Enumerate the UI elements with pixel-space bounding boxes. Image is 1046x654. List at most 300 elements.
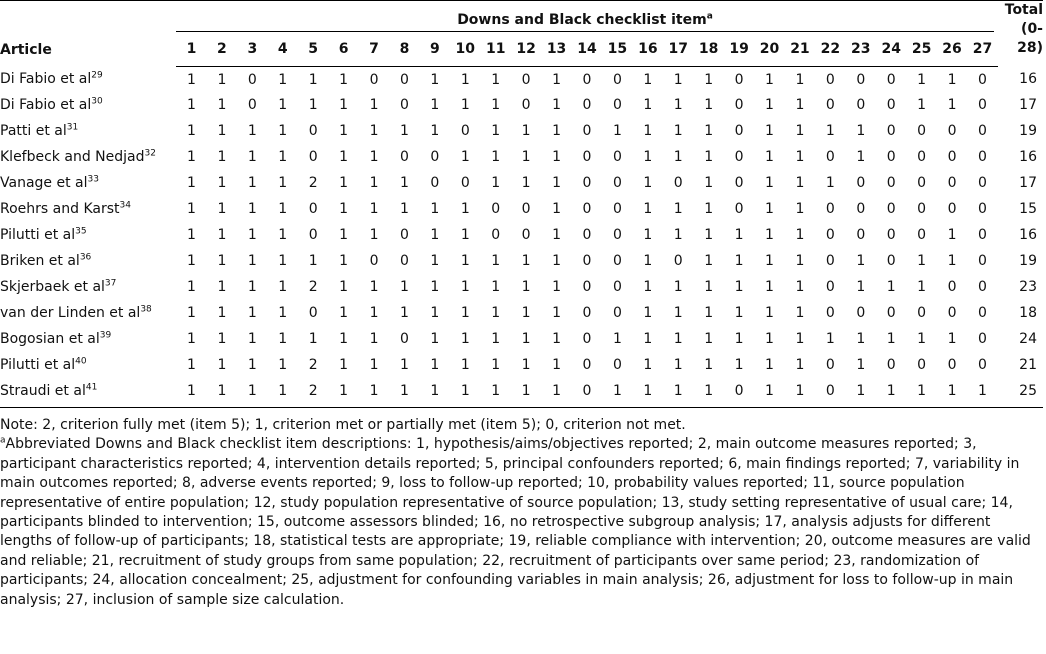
- score-cell: 1: [612, 123, 622, 139]
- score-cell: 1: [430, 201, 440, 217]
- score-cell: 1: [278, 279, 288, 295]
- item-number-header: 4: [268, 33, 298, 66]
- article-name-cell: Roehrs and Karst$^{34}$: [0, 200, 131, 217]
- score-cell: 1: [917, 253, 927, 269]
- item-number-header: 25: [906, 33, 936, 66]
- reference-superscript: 41: [85, 382, 98, 393]
- score-cell: 1: [734, 253, 744, 269]
- score-cell: 0: [582, 97, 592, 113]
- score-cell: 0: [308, 123, 318, 139]
- score-cell: 1: [247, 123, 257, 139]
- score-cell: 0: [582, 149, 592, 165]
- score-cell: 1: [643, 201, 653, 217]
- score-cell: 1: [754, 378, 784, 408]
- score-cell: 0: [825, 357, 835, 373]
- score-cell: 2: [308, 175, 318, 191]
- score-cell: 1: [856, 149, 866, 165]
- score-cell: 0: [978, 123, 987, 139]
- score-cell: 0: [582, 227, 592, 243]
- score-cell: 1: [704, 227, 714, 243]
- score-cell: 1: [643, 175, 653, 191]
- total-score-cell: 24: [1019, 331, 1037, 347]
- score-cell: 0: [825, 279, 835, 295]
- score-cell: 1: [278, 253, 288, 269]
- score-cell: 1: [521, 149, 531, 165]
- reference-superscript: 37: [104, 278, 117, 289]
- article-name-cell: Bogosian et $al^{39}$: [0, 330, 112, 347]
- score-cell: 1: [673, 279, 683, 295]
- score-cell: 1: [734, 279, 744, 295]
- total-score-cell: 16: [1019, 227, 1037, 243]
- score-cell: 1: [673, 71, 683, 88]
- score-cell: 1: [278, 97, 288, 113]
- score-cell: 1: [430, 71, 440, 88]
- total-score-cell: 17: [1019, 175, 1037, 191]
- score-cell: 1: [460, 227, 470, 243]
- score-cell: 0: [612, 253, 622, 269]
- article-name-cell: Straudi et $al^{41}$: [0, 378, 176, 408]
- table-row: [0, 326, 1043, 352]
- score-cell: 0: [886, 305, 896, 321]
- reference-superscript: 35: [75, 226, 87, 237]
- item-number-header: 22: [815, 33, 845, 66]
- reference-superscript: 39: [99, 330, 112, 341]
- total-score-cell: 23: [1019, 279, 1037, 295]
- score-cell: 1: [704, 357, 714, 373]
- score-cell: 0: [582, 201, 592, 217]
- score-cell: 1: [704, 305, 714, 321]
- score-cell: 0: [815, 378, 845, 408]
- score-cell: 1: [795, 279, 805, 295]
- score-cell: 1: [704, 175, 714, 191]
- score-cell: 1: [491, 305, 501, 321]
- score-cell: 1: [217, 149, 227, 165]
- score-cell: 1: [460, 71, 470, 88]
- score-cell: 1: [176, 378, 206, 408]
- score-cell: 1: [339, 357, 349, 373]
- score-cell: 1: [886, 279, 896, 295]
- article-name-cell: van der Linden et $al^{38}$: [0, 304, 152, 321]
- score-cell: 0: [582, 253, 592, 269]
- score-cell: 1: [247, 357, 257, 373]
- score-cell: 1: [825, 123, 835, 139]
- score-cell: 1: [785, 378, 815, 408]
- score-cell: 1: [491, 331, 501, 347]
- score-cell: 1: [552, 305, 562, 321]
- score-cell: 1: [460, 253, 470, 269]
- table-row: [0, 248, 1043, 274]
- score-cell: 1: [795, 201, 805, 217]
- score-cell: 1: [825, 175, 835, 191]
- item-number-header: 18: [693, 33, 723, 66]
- reference-superscript: 29: [91, 70, 103, 81]
- score-cell: 0: [734, 71, 744, 88]
- score-cell: 1: [217, 71, 227, 88]
- score-cell: 1: [795, 175, 805, 191]
- score-cell: 1: [247, 279, 257, 295]
- score-cell: 1: [704, 97, 714, 113]
- score-cell: 0: [491, 227, 501, 243]
- score-cell: 1: [460, 149, 470, 165]
- table-row: [0, 144, 1043, 170]
- reference-superscript: 34: [119, 200, 131, 211]
- score-cell: 0: [978, 253, 987, 269]
- score-cell: 1: [552, 331, 562, 347]
- table-row: [0, 170, 1043, 196]
- score-cell: 1: [643, 97, 653, 113]
- score-cell: 1: [917, 279, 927, 295]
- score-cell: 0: [247, 97, 257, 113]
- score-cell: 0: [612, 279, 622, 295]
- score-cell: 1: [339, 201, 349, 217]
- score-cell: 1: [491, 97, 501, 113]
- score-cell: 1: [521, 253, 531, 269]
- score-cell: 1: [765, 175, 774, 191]
- score-cell: 1: [825, 331, 835, 347]
- score-cell: 0: [856, 97, 866, 113]
- item-number-header: 2: [207, 33, 237, 66]
- score-cell: 1: [430, 123, 440, 139]
- score-cell: 1: [450, 378, 480, 408]
- item-number-header: 12: [511, 33, 541, 66]
- score-cell: 0: [886, 175, 896, 191]
- score-cell: 1: [856, 331, 866, 347]
- table-row: [0, 378, 1043, 408]
- total-column-header: Total (0-28): [1004, 2, 1043, 56]
- item-number-header: 17: [663, 33, 693, 66]
- item-number-header: 15: [602, 33, 632, 66]
- score-cell: 1: [704, 331, 714, 347]
- score-cell: 1: [704, 253, 714, 269]
- score-cell: 0: [612, 227, 622, 243]
- total-score-cell: 19: [1019, 123, 1037, 139]
- score-cell: 1: [369, 227, 379, 243]
- score-cell: 0: [308, 149, 318, 165]
- score-cell: 1: [247, 253, 257, 269]
- score-cell: 1: [765, 201, 774, 217]
- score-cell: 1: [491, 175, 501, 191]
- score-cell: 0: [886, 123, 896, 139]
- score-cell: 1: [217, 175, 227, 191]
- score-cell: 1: [278, 123, 288, 139]
- score-cell: 1: [430, 305, 440, 321]
- score-cell: 1: [643, 253, 653, 269]
- footnote-text: $^a$Abbreviated Downs and Black checklist item descriptions: 1, hypothesis/aims/objectives reported; 2, main outcome measures reported; 3, participant characteristics reported; 4, intervention details reported; 5, principal confounders reported; 6, main findings reported; 7, variability in main outcomes reported; 8, adverse events reported; 9, loss to follow-up reported; 10, probability values reported; 11, source population representative of entire population; 12, study population representative of source population; 13, study setting representative of usual care; 14, participants blinded to intervention; 15, outcome assessors blinded; 16, no retrospective subgroup analysis; 17, analysis adjusts for different lengths of follow-up of participants; 18, statistical tests are appropriate; 19, reliable compliance with intervention; 20, outcome measures are valid and reliable; 21, recruitment of study groups from same population; 22, recruitment of participants over same period; 23, randomization of participants; 24, allocation concealment; 25, adjustment for confounding variables in main analysis; 26, adjustment for loss to follow-up in main analysis; 27, inclusion of sample size calculation.: [0, 435, 1031, 608]
- score-cell: 0: [978, 175, 987, 191]
- score-cell: 0: [917, 305, 927, 321]
- article-name-cell: Patti et $al^{31}$: [0, 122, 79, 139]
- score-cell: 0: [612, 201, 622, 217]
- score-cell: 1: [460, 357, 470, 373]
- score-cell: 1: [765, 123, 774, 139]
- score-cell: 1: [187, 123, 196, 139]
- score-cell: 1: [339, 71, 349, 88]
- reference-superscript: 31: [66, 122, 79, 133]
- item-number-header: 3: [237, 33, 267, 66]
- score-cell: 1: [339, 149, 349, 165]
- score-cell: 1: [389, 378, 419, 408]
- score-cell: 1: [491, 149, 501, 165]
- score-cell: 1: [339, 279, 349, 295]
- total-score-cell: 15: [1019, 201, 1037, 217]
- table-row: [0, 196, 1043, 222]
- article-name-cell: Di Fabio et $al^{29}$: [0, 70, 103, 87]
- table-row: [0, 92, 1043, 118]
- item-number-header: 13: [541, 33, 571, 66]
- score-cell: 1: [268, 378, 298, 408]
- score-cell: 0: [825, 97, 835, 113]
- score-cell: 0: [856, 71, 866, 88]
- score-cell: 1: [947, 97, 957, 113]
- item-number-header: 6: [328, 33, 358, 66]
- score-cell: 1: [947, 227, 957, 243]
- score-cell: 1: [673, 123, 683, 139]
- score-cell: 1: [765, 357, 774, 373]
- score-cell: 1: [247, 227, 257, 243]
- score-cell: 0: [825, 253, 835, 269]
- score-cell: 1: [552, 357, 562, 373]
- score-cell: 1: [430, 331, 440, 347]
- score-cell: 0: [917, 123, 927, 139]
- score-cell: 0: [734, 201, 744, 217]
- item-number-header: 19: [724, 33, 754, 66]
- score-cell: 1: [704, 71, 714, 88]
- score-cell: 1: [308, 331, 318, 347]
- score-cell: 1: [521, 331, 531, 347]
- score-cell: 1: [217, 357, 227, 373]
- score-cell: 0: [399, 97, 409, 113]
- score-cell: 0: [978, 279, 987, 295]
- table-notes: [0, 416, 1043, 610]
- score-cell: 1: [491, 253, 501, 269]
- score-cell: 0: [886, 227, 896, 243]
- score-cell: 1: [886, 331, 896, 347]
- score-cell: 0: [947, 305, 957, 321]
- score-cell: 1: [795, 331, 805, 347]
- score-cell: 1: [552, 227, 562, 243]
- score-cell: 1: [521, 279, 531, 295]
- score-cell: 1: [187, 305, 196, 321]
- score-cell: 1: [765, 253, 774, 269]
- score-cell: 1: [430, 97, 440, 113]
- score-cell: 1: [552, 279, 562, 295]
- reference-superscript: 30: [91, 96, 103, 107]
- score-cell: 1: [369, 279, 379, 295]
- item-number-header: 5: [298, 33, 328, 66]
- score-cell: 0: [734, 123, 744, 139]
- item-number-header: 7: [359, 33, 389, 66]
- score-cell: 1: [217, 97, 227, 113]
- score-cell: 1: [734, 227, 744, 243]
- score-cell: 0: [582, 357, 592, 373]
- score-cell: 0: [978, 305, 987, 321]
- score-cell: 0: [917, 175, 927, 191]
- score-cell: 1: [937, 378, 967, 408]
- reference-superscript: 38: [140, 304, 152, 315]
- item-number-header: 11: [481, 33, 511, 66]
- score-cell: 1: [460, 331, 470, 347]
- score-cell: 1: [359, 378, 389, 408]
- score-cell: 1: [673, 149, 683, 165]
- score-cell: 0: [825, 227, 835, 243]
- score-cell: 0: [673, 253, 683, 269]
- score-cell: 1: [399, 201, 409, 217]
- item-number-header: 27: [967, 33, 997, 66]
- score-cell: 1: [947, 71, 957, 88]
- score-cell: 0: [247, 71, 257, 88]
- score-cell: 1: [217, 253, 227, 269]
- score-cell: 1: [217, 279, 227, 295]
- score-cell: 1: [876, 378, 906, 408]
- reference-superscript: 36: [79, 252, 92, 263]
- score-cell: 1: [328, 378, 358, 408]
- score-cell: 1: [734, 357, 744, 373]
- score-cell: 0: [886, 71, 896, 88]
- score-cell: 0: [886, 357, 896, 373]
- article-name-cell: Pilutti et $al^{40}$: [0, 356, 87, 373]
- score-cell: 1: [491, 71, 501, 88]
- score-cell: 1: [693, 378, 723, 408]
- score-cell: 0: [612, 305, 622, 321]
- item-number-header: 26: [937, 33, 967, 66]
- score-cell: 1: [795, 253, 805, 269]
- score-cell: 0: [430, 149, 440, 165]
- score-cell: 0: [978, 201, 987, 217]
- score-cell: 1: [795, 71, 805, 88]
- score-cell: 0: [825, 149, 835, 165]
- total-score-cell: 25: [998, 378, 1043, 408]
- score-cell: 1: [704, 201, 714, 217]
- article-name-cell: Di Fabio et $al^{30}$: [0, 96, 103, 113]
- score-cell: 0: [369, 71, 379, 88]
- score-cell: 1: [521, 175, 531, 191]
- score-cell: 0: [521, 227, 531, 243]
- score-cell: 0: [724, 378, 754, 408]
- score-cell: 0: [491, 201, 501, 217]
- score-cell: 1: [460, 201, 470, 217]
- score-cell: 1: [856, 357, 866, 373]
- score-cell: 1: [643, 123, 653, 139]
- score-cell: 0: [856, 305, 866, 321]
- score-cell: 1: [217, 305, 227, 321]
- score-cell: 1: [430, 253, 440, 269]
- score-cell: 1: [278, 357, 288, 373]
- score-cell: 1: [643, 357, 653, 373]
- score-cell: 1: [339, 305, 349, 321]
- score-cell: 1: [917, 331, 927, 347]
- score-cell: 1: [491, 123, 501, 139]
- score-cell: 1: [491, 357, 501, 373]
- item-number-header: 9: [420, 33, 450, 66]
- score-cell: 1: [369, 149, 379, 165]
- score-cell: 0: [612, 71, 622, 88]
- score-cell: 1: [673, 305, 683, 321]
- score-cell: 0: [399, 331, 409, 347]
- score-cell: 1: [704, 123, 714, 139]
- score-cell: 0: [825, 305, 835, 321]
- score-cell: 1: [552, 253, 562, 269]
- score-cell: 1: [673, 331, 683, 347]
- score-cell: 1: [460, 305, 470, 321]
- article-name-cell: Pilutti et $al^{35}$: [0, 226, 87, 243]
- score-cell: 1: [765, 97, 774, 113]
- score-cell: 1: [278, 71, 288, 88]
- item-number-header: 14: [572, 33, 602, 66]
- score-cell: 1: [399, 357, 409, 373]
- score-cell: 0: [612, 97, 622, 113]
- score-cell: 1: [521, 357, 531, 373]
- score-cell: 0: [399, 227, 409, 243]
- table-row: [0, 274, 1043, 300]
- item-number-header: 21: [785, 33, 815, 66]
- score-cell: 1: [207, 378, 237, 408]
- score-cell: 0: [917, 357, 927, 373]
- score-cell: 1: [795, 227, 805, 243]
- score-cell: 1: [237, 378, 267, 408]
- score-cell: 1: [765, 227, 774, 243]
- score-cell: 1: [795, 149, 805, 165]
- score-cell: 1: [906, 378, 936, 408]
- score-cell: 0: [399, 253, 409, 269]
- score-cell: 1: [765, 71, 774, 88]
- score-cell: 1: [278, 201, 288, 217]
- score-cell: 1: [917, 97, 927, 113]
- score-cell: 1: [339, 97, 349, 113]
- score-cell: 0: [886, 253, 896, 269]
- score-cell: 1: [187, 279, 196, 295]
- total-score-cell: 16: [1019, 71, 1037, 87]
- score-cell: 1: [339, 253, 349, 269]
- score-cell: 1: [643, 279, 653, 295]
- score-cell: 1: [187, 253, 196, 269]
- score-cell: 0: [856, 175, 866, 191]
- score-cell: 1: [795, 305, 805, 321]
- score-cell: 0: [399, 149, 409, 165]
- score-cell: 1: [369, 123, 379, 139]
- score-cell: 1: [795, 357, 805, 373]
- score-cell: 0: [947, 279, 957, 295]
- score-cell: 1: [765, 331, 774, 347]
- score-cell: 1: [541, 378, 571, 408]
- score-cell: 0: [582, 305, 592, 321]
- score-cell: 0: [308, 201, 318, 217]
- score-cell: 1: [643, 227, 653, 243]
- score-cell: 1: [856, 279, 866, 295]
- note-text: Note: 2, criterion fully met (item 5); 1, criterion met or partially met (item 5); 0, criterion not met.: [0, 417, 686, 433]
- score-cell: 0: [612, 149, 622, 165]
- score-cell: 0: [978, 71, 987, 88]
- score-cell: 1: [602, 378, 632, 408]
- score-cell: 1: [278, 305, 288, 321]
- score-cell: 1: [552, 201, 562, 217]
- total-score-cell: 19: [1019, 253, 1037, 269]
- total-score-cell: 18: [1019, 305, 1037, 321]
- score-cell: 1: [947, 253, 957, 269]
- score-cell: 1: [481, 378, 511, 408]
- score-cell: 0: [947, 175, 957, 191]
- score-cell: 1: [339, 227, 349, 243]
- score-cell: 1: [511, 378, 541, 408]
- score-cell: 1: [369, 331, 379, 347]
- score-cell: 1: [704, 279, 714, 295]
- total-score-cell: 21: [1019, 357, 1037, 373]
- item-number-header: 10: [450, 33, 480, 66]
- reference-superscript: 33: [87, 174, 99, 185]
- score-cell: 0: [521, 97, 531, 113]
- score-cell: 1: [460, 279, 470, 295]
- article-name-cell: Briken et $al^{36}$: [0, 252, 92, 269]
- score-cell: 0: [734, 149, 744, 165]
